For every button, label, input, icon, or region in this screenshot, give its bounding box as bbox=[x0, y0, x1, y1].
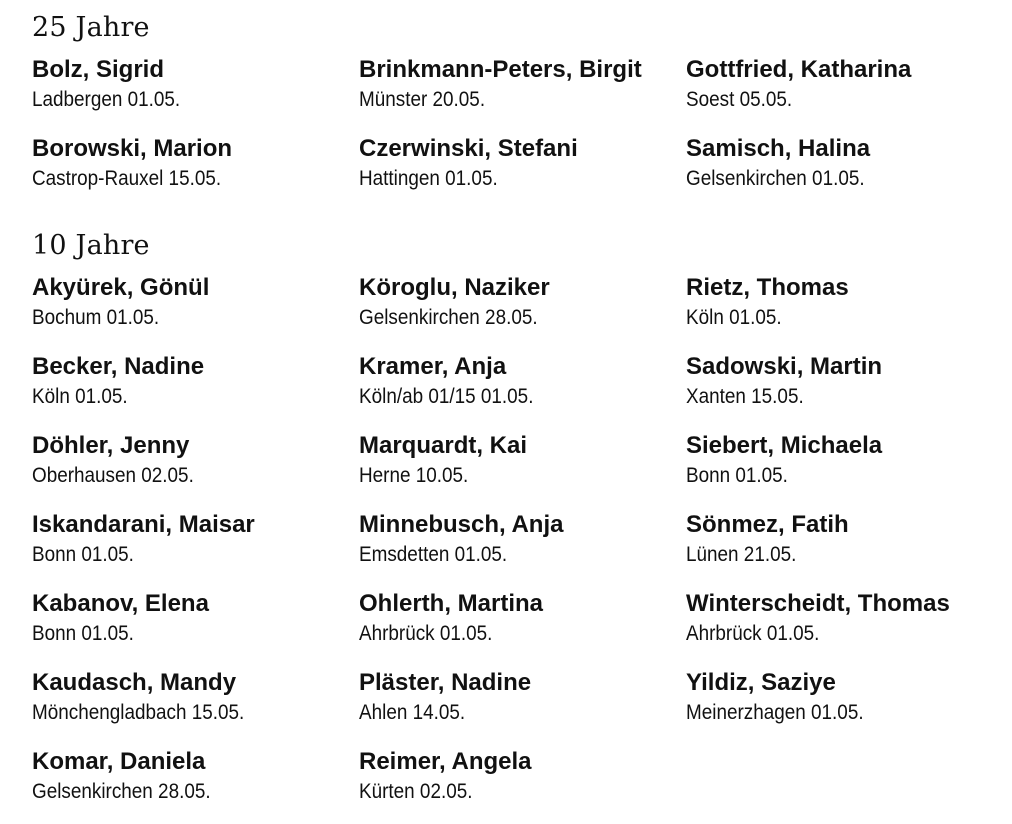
person-name: Rietz, Thomas bbox=[686, 274, 849, 301]
location-date: Gelsenkirchen 28.05. bbox=[32, 780, 211, 803]
location-date: Meinerzhagen 01.05. bbox=[686, 701, 864, 724]
location-date: Hattingen 01.05. bbox=[359, 167, 498, 190]
location-date: Köln/ab 01/15 01.05. bbox=[359, 385, 534, 408]
list-item bbox=[359, 274, 679, 331]
list-item bbox=[686, 353, 1006, 410]
section-heading: 25 Jahre bbox=[32, 12, 150, 43]
location-date: Ladbergen 01.05. bbox=[32, 88, 181, 111]
location-date: Herne 10.05. bbox=[359, 464, 469, 487]
list-item bbox=[359, 353, 679, 410]
location-date: Bonn 01.05. bbox=[686, 464, 788, 487]
person-name: Sadowski, Martin bbox=[686, 353, 883, 380]
list-item bbox=[32, 135, 352, 192]
location-date: Bonn 01.05. bbox=[32, 622, 134, 645]
person-name: Samisch, Halina bbox=[686, 135, 871, 162]
person-name: Winterscheidt, Thomas bbox=[686, 590, 950, 617]
person-name: Komar, Daniela bbox=[32, 748, 206, 775]
person-name: Döhler, Jenny bbox=[32, 432, 190, 459]
list-item bbox=[359, 590, 679, 647]
list-item bbox=[359, 511, 679, 568]
person-name: Sönmez, Fatih bbox=[686, 511, 849, 538]
location-date: Köln 01.05. bbox=[32, 385, 128, 408]
location-date: Emsdetten 01.05. bbox=[359, 543, 508, 566]
list-item bbox=[686, 432, 1006, 489]
location-date: Kürten 02.05. bbox=[359, 780, 473, 803]
list-item bbox=[686, 56, 1006, 113]
person-name: Akyürek, Gönül bbox=[32, 274, 210, 301]
person-name: Becker, Nadine bbox=[32, 353, 205, 380]
person-name: Köroglu, Naziker bbox=[359, 274, 550, 301]
list-item bbox=[32, 56, 352, 113]
list-item bbox=[686, 590, 1006, 647]
person-name: Kaudasch, Mandy bbox=[32, 669, 237, 696]
list-item bbox=[686, 274, 1006, 331]
location-date: Mönchengladbach 15.05. bbox=[32, 701, 245, 724]
list-item bbox=[32, 432, 352, 489]
person-name: Bolz, Sigrid bbox=[32, 56, 164, 83]
location-date: Ahrbrück 01.05. bbox=[686, 622, 820, 645]
list-item bbox=[359, 56, 679, 113]
list-item bbox=[32, 511, 352, 568]
person-name: Gottfried, Katharina bbox=[686, 56, 912, 83]
location-date: Lünen 21.05. bbox=[686, 543, 797, 566]
list-item bbox=[359, 135, 679, 192]
list-item bbox=[359, 432, 679, 489]
person-name: Borowski, Marion bbox=[32, 135, 233, 162]
list-item bbox=[686, 669, 1006, 726]
list-item bbox=[32, 590, 352, 647]
person-name: Siebert, Michaela bbox=[686, 432, 883, 459]
location-date: Gelsenkirchen 28.05. bbox=[359, 306, 538, 329]
location-date: Bonn 01.05. bbox=[32, 543, 134, 566]
section-heading: 10 Jahre bbox=[32, 230, 150, 261]
person-name: Minnebusch, Anja bbox=[359, 511, 564, 538]
list-item bbox=[359, 748, 679, 805]
person-name: Yildiz, Saziye bbox=[686, 669, 836, 696]
person-name: Brinkmann-Peters, Birgit bbox=[359, 56, 642, 83]
location-date: Castrop-Rauxel 15.05. bbox=[32, 167, 222, 190]
location-date: Ahrbrück 01.05. bbox=[359, 622, 493, 645]
person-name: Reimer, Angela bbox=[359, 748, 532, 775]
location-date: Köln 01.05. bbox=[686, 306, 782, 329]
person-name: Kabanov, Elena bbox=[32, 590, 209, 617]
list-item bbox=[359, 669, 679, 726]
location-date: Oberhausen 02.05. bbox=[32, 464, 194, 487]
list-item bbox=[32, 274, 352, 331]
location-date: Gelsenkirchen 01.05. bbox=[686, 167, 865, 190]
location-date: Soest 05.05. bbox=[686, 88, 793, 111]
list-item bbox=[686, 511, 1006, 568]
person-name: Kramer, Anja bbox=[359, 353, 507, 380]
list-item bbox=[686, 135, 1006, 192]
person-name: Marquardt, Kai bbox=[359, 432, 528, 459]
person-name: Czerwinski, Stefani bbox=[359, 135, 578, 162]
person-name: Pläster, Nadine bbox=[359, 669, 532, 696]
location-date: Münster 20.05. bbox=[359, 88, 486, 111]
list-item bbox=[32, 669, 352, 726]
location-date: Ahlen 14.05. bbox=[359, 701, 466, 724]
list-item bbox=[32, 353, 352, 410]
person-name: Ohlerth, Martina bbox=[359, 590, 544, 617]
person-name: Iskandarani, Maisar bbox=[32, 511, 255, 538]
list-item bbox=[32, 748, 352, 805]
location-date: Xanten 15.05. bbox=[686, 385, 804, 408]
location-date: Bochum 01.05. bbox=[32, 306, 160, 329]
